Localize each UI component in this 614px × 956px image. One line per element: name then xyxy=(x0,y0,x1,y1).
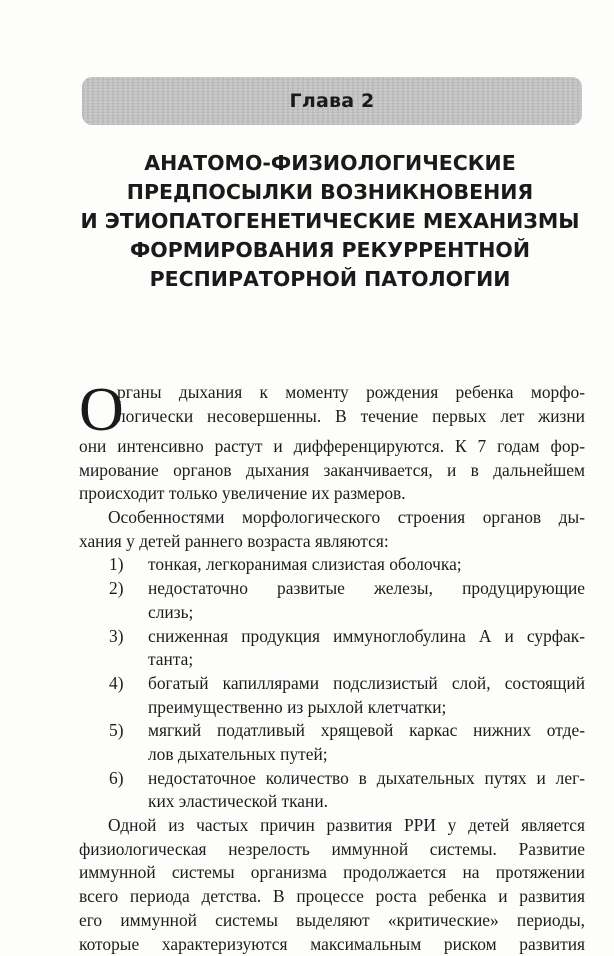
list-text-continued: преимущественно из рыхлой клетчатки; xyxy=(148,696,447,717)
chapter-title-line: ПРЕДПОСЫЛКИ ВОЗНИКНОВЕНИЯ xyxy=(126,180,534,204)
text-line: которые характеризуются максимальным риском развития xyxy=(79,933,585,954)
list-text: богатый капиллярами подслизистый слой, состоящий xyxy=(148,672,585,693)
list-number: 2) xyxy=(109,578,124,599)
text-line: происходит только увеличение их размеров. xyxy=(79,483,406,504)
chapter-label: Глава 2 xyxy=(289,90,375,112)
chapter-title-line: РЕСПИРАТОРНОЙ ПАТОЛОГИИ xyxy=(149,267,511,291)
body-text xyxy=(79,376,585,956)
text-line: хания у детей раннего возраста являются: xyxy=(79,530,389,551)
list-number: 1) xyxy=(109,554,124,575)
text-line: его иммунной системы выделяют «критические» периоды, xyxy=(79,909,585,930)
list-item xyxy=(79,672,585,696)
list-number: 3) xyxy=(109,625,124,646)
list-item xyxy=(79,767,585,791)
text-line: иммунной системы организма продолжается на протяжении xyxy=(79,862,585,883)
text-line: логически несовершенны. В течение первых лет жизни xyxy=(117,405,585,426)
text-line: рганы дыхания к моменту рождения ребенка морфо- xyxy=(117,382,585,402)
drop-cap: О xyxy=(79,376,124,444)
list-text-continued: слизь; xyxy=(148,601,194,622)
text-line: всего периода детства. В процессе роста ребенка и развития xyxy=(79,886,585,907)
chapter-banner xyxy=(82,77,582,125)
list-text-continued: танта; xyxy=(148,649,194,670)
list-text-continued: лов дыхательных путей; xyxy=(148,744,328,765)
text-line: Особенностями морфологического строения органов ды- xyxy=(108,507,585,528)
list-number: 4) xyxy=(109,672,124,693)
list-text: тонкая, легкоранимая слизистая оболочка; xyxy=(148,554,462,575)
list-item xyxy=(79,625,585,649)
list-text-continued: ких эластической ткани. xyxy=(148,791,328,812)
list-number: 5) xyxy=(109,720,124,741)
text-line: мирование органов дыхания заканчивается, и в дальнейшем xyxy=(79,459,585,480)
chapter-title-line: ФОРМИРОВАНИЯ РЕКУРРЕНТНОЙ xyxy=(129,238,531,262)
chapter-title xyxy=(60,149,600,294)
list-text: мягкий податливый хрящевой каркас нижних отде- xyxy=(148,720,585,741)
first-paragraph-opening xyxy=(79,376,585,444)
chapter-title-line: И ЭТИОПАТОГЕНЕТИЧЕСКИЕ МЕХАНИЗМЫ xyxy=(80,209,580,233)
list-number: 6) xyxy=(109,767,124,788)
list-text: недостаточно развитые железы, продуцирующие xyxy=(148,578,585,599)
text-line: физиологическая незрелость иммунной системы. Развитие xyxy=(79,838,585,859)
chapter-title-line: АНАТОМО-ФИЗИОЛОГИЧЕСКИЕ xyxy=(144,151,516,175)
list-item xyxy=(79,719,585,743)
list-text: недостаточное количество в дыхательных путях и лег- xyxy=(148,767,585,788)
text-line: Одной из частых причин развития РРИ у детей является xyxy=(108,815,585,836)
list-text: сниженная продукция иммуноглобулина А и сурфак- xyxy=(148,625,585,646)
text-line: они интенсивно растут и дифференцируются. К 7 годам фор- xyxy=(79,436,585,456)
list-item xyxy=(79,577,585,601)
list-item xyxy=(79,553,585,577)
